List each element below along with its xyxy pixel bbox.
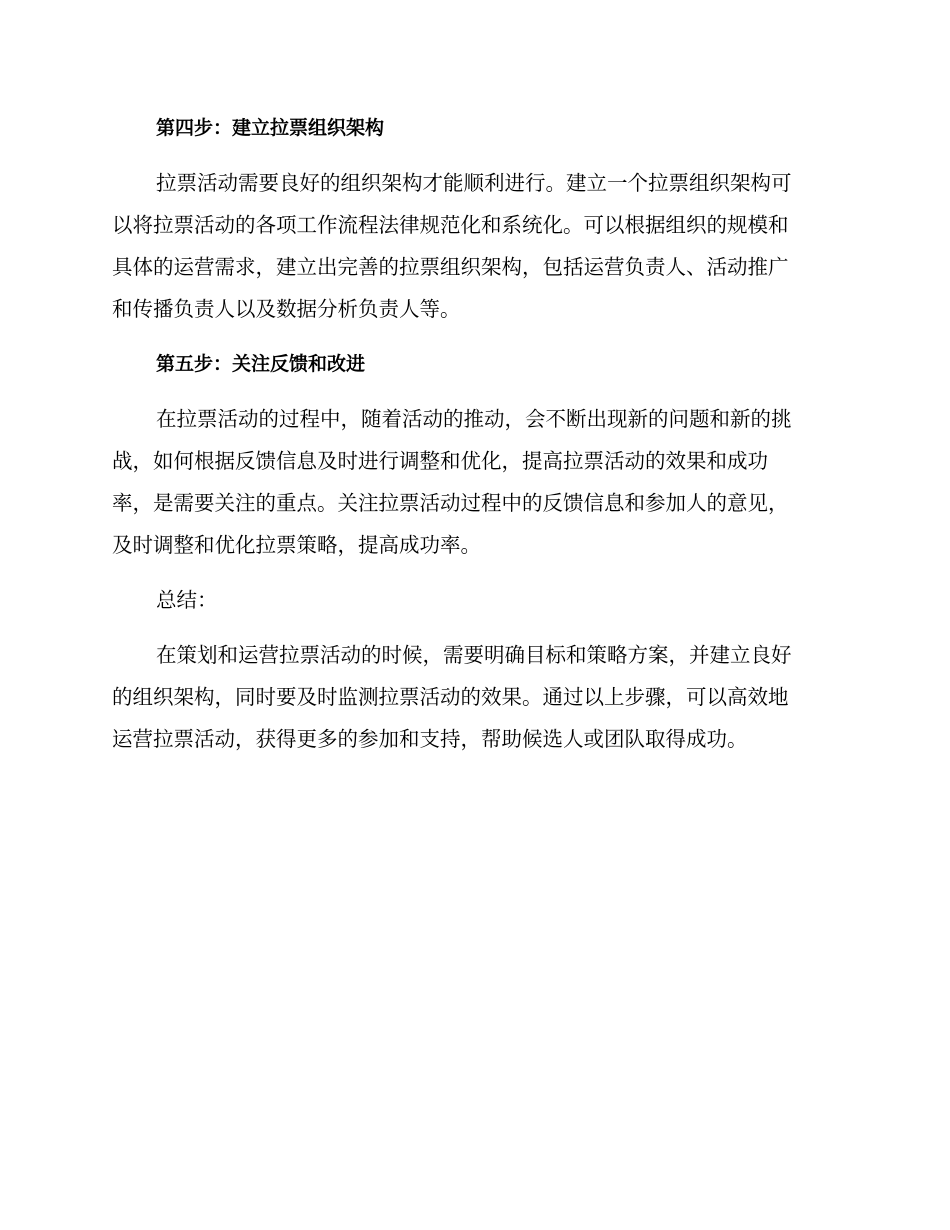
summary-label: 总结： [156,588,218,612]
paragraph-line: 具体的运营需求，建立出完善的拉票组织架构，包括运营负责人、活动推广 [112,255,789,279]
paragraph-line: 的组织架构，同时要及时监测拉票活动的效果。通过以上步骤，可以高效地 [112,685,789,709]
paragraph-line: 运营拉票活动，获得更多的参加和支持，帮助候选人或团队取得成功。 [112,727,748,751]
paragraph-line: 拉票活动需要良好的组织架构才能顺利进行。建立一个拉票组织架构可 [156,171,792,195]
document-body [112,110,832,753]
paragraph-line: 在拉票活动的过程中，随着活动的推动，会不断出现新的问题和新的挑 [156,407,792,431]
paragraph-line: 以将拉票活动的各项工作流程法律规范化和系统化。可以根据组织的规模和 [112,213,789,237]
paragraph-line: 率，是需要关注的重点。关注拉票活动过程中的反馈信息和参加人的意见， [112,491,789,515]
summary-paragraph [112,641,832,753]
section-heading-step-4: 第四步：建立拉票组织架构 [156,117,385,139]
paragraph-line: 战，如何根据反馈信息及时进行调整和优化，提高拉票活动的效果和成功 [112,449,768,473]
section-paragraph-step-4 [112,169,832,323]
paragraph-line: 和传播负责人以及数据分析负责人等。 [112,297,461,321]
paragraph-line: 及时调整和优化拉票策略，提高成功率。 [112,533,481,557]
section-paragraph-step-5 [112,405,832,559]
paragraph-line: 在策划和运营拉票活动的时候，需要明确目标和策略方案，并建立良好 [156,643,792,667]
section-heading-step-5: 第五步：关注反馈和改进 [156,353,366,375]
